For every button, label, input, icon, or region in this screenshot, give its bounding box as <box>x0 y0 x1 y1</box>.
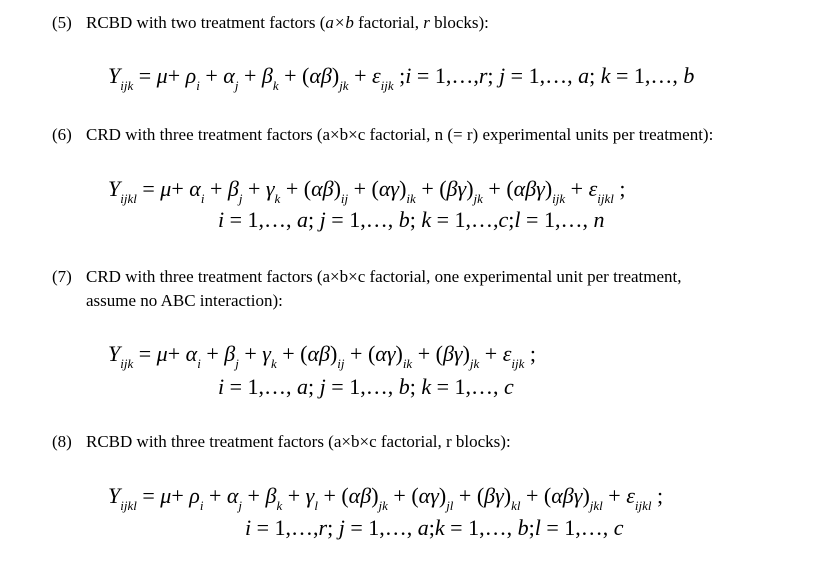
item-7-equation-line-1: $Y_{ijk} = \mu+ \alpha_i + \beta_j + \gamma_k + (\alpha\beta)_{ij} + (\alpha\gamma)_{ik} + (\beta\gamma)_{jk} + \varepsilon_{ijk}$ ; <box>108 341 537 371</box>
item-5-heading <box>52 12 489 34</box>
item-6-equation-line-2: i = 1,…, a; j = 1,…, b; k = 1,…,c;l = 1,…, n <box>218 207 605 232</box>
heading-var: a×b <box>325 13 354 32</box>
item-6-heading <box>52 124 713 146</box>
heading-text: factorial, <box>353 13 424 32</box>
item-number: (7) <box>52 267 72 286</box>
item-8-equation-line-1: $Y_{ijkl} = \mu+ \rho_i + \alpha_j + \beta_k + \gamma_l + (\alpha\beta)_{jk} + (\alpha\gamma)_{jl} + (\beta\gamma)_{kl} + (\alpha\beta\gamma)_{jkl} + \varepsilon_{ijkl}$ ; <box>108 483 664 513</box>
item-number: (8) <box>52 432 72 451</box>
item-number: (6) <box>52 125 72 144</box>
heading-text: RCBD with two treatment factors ( <box>86 13 326 32</box>
item-7-equation-line-2: i = 1,…, a; j = 1,…, b; k = 1,…, c <box>218 374 514 399</box>
heading-continuation: assume no ABC interaction): <box>86 291 283 310</box>
item-6-equation-line-1: $Y_{ijkl} = \mu+ \alpha_i + \beta_j + \gamma_k + (\alpha\beta)_{ij} + (\alpha\gamma)_{ik} + (\beta\gamma)_{jk} + (\alpha\beta\gamma)_{ijk} + \varepsilon_{ijkl}$ ; <box>108 176 626 206</box>
item-8-heading <box>52 431 511 453</box>
heading-text: CRD with three treatment factors (a×b×c factorial, one experimental unit per treatment, <box>86 267 682 286</box>
item-8-equation-line-2: i = 1,…,r; j = 1,…, a;k = 1,…, b;l = 1,…, c <box>245 515 624 540</box>
heading-text: CRD with three treatment factors (a×b×c factorial, n (= r) experimental units per treatment): <box>86 125 714 144</box>
heading-var: r <box>423 13 430 32</box>
item-5-equation: $Y_{ijk} = \mu+ \rho_i + \alpha_j + \beta_k + (\alpha\beta)_{jk} + \varepsilon_{ijk}$ ;i = 1,…,r; j = 1,…, a; k = 1,…, b <box>108 63 695 93</box>
heading-text: RCBD with three treatment factors (a×b×c factorial, r blocks): <box>86 432 511 451</box>
heading-text: blocks): <box>429 13 489 32</box>
item-7-heading <box>52 266 682 310</box>
item-number: (5) <box>52 13 72 32</box>
